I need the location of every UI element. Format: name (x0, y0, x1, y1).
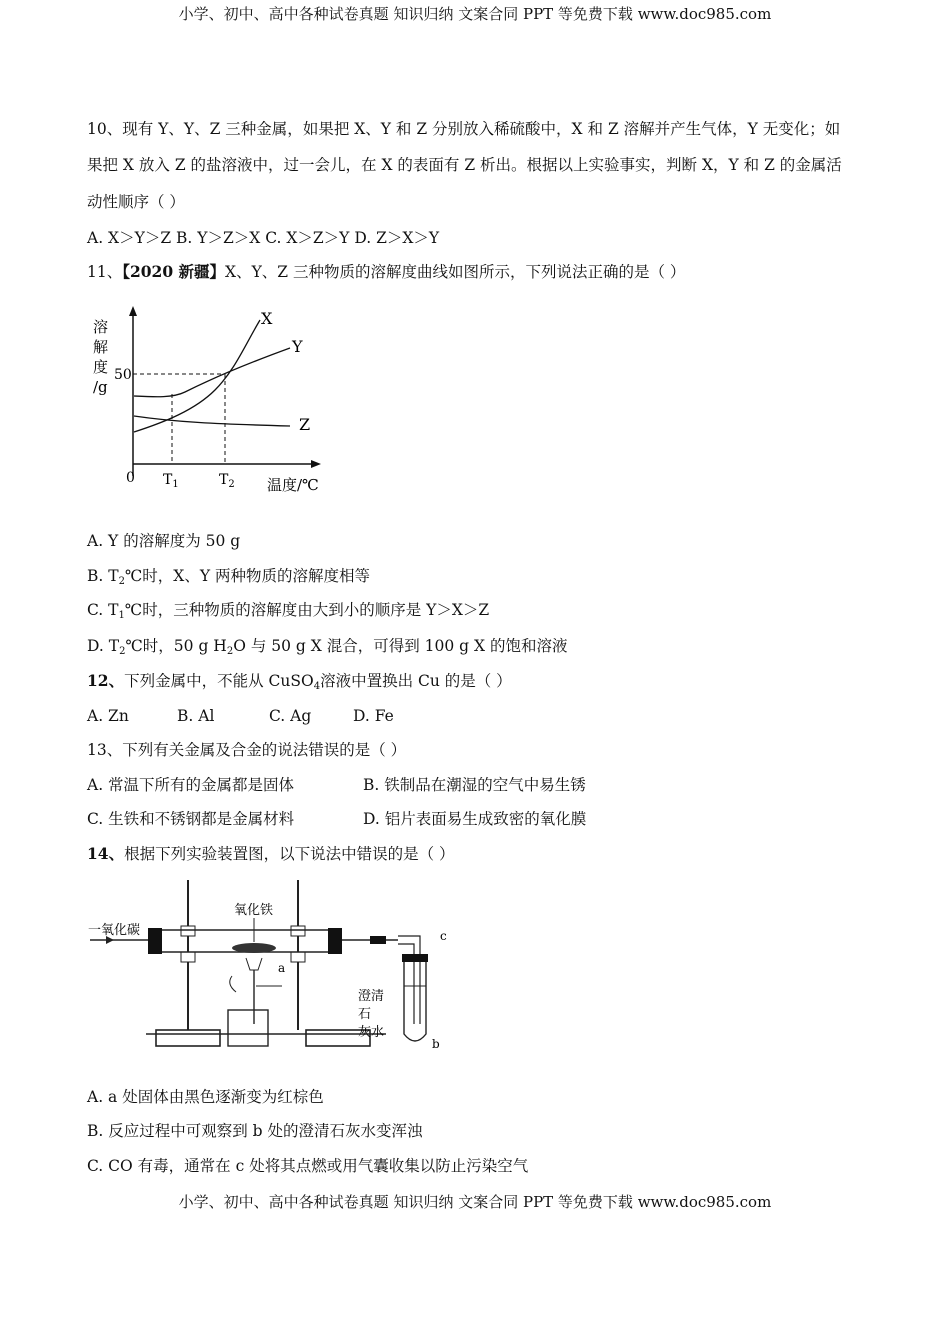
q11-source-tag: 【2020 新疆】 (122, 262, 226, 281)
solubility-graph (85, 300, 335, 500)
q14-option-b: B. 反应过程中可观察到 b 处的澄清石灰水变浑浊 (87, 1122, 423, 1140)
q10-line1: 10、现有 Y、Y、Z 三种金属，如果把 X、Y 和 Z 分别放入稀硫酸中，X 和 Z 溶解并产生气体，Y 无变化；如 (87, 120, 841, 138)
q13-options-cd (87, 809, 586, 829)
x-axis-arrow (311, 460, 321, 468)
y-label-3: 度 (93, 358, 109, 376)
q14-option-a: A. a 处固体由黑色逐渐变为红棕色 (87, 1088, 324, 1106)
tick-t2: $T_2$ (219, 472, 235, 490)
q11-stem-text: X、Y、Z 三种物质的溶解度曲线如图所示，下列说法正确的是（ ） (225, 263, 686, 281)
q10-line2: 果把 X 放入 Z 的盐溶液中，过一会儿，在 X 的表面有 Z 析出。根据以上实验事实，判断 X，Y 和 Z 的金属活 (87, 156, 842, 174)
limewater-label-1: 澄清 (358, 989, 385, 1004)
curve-z-label: Z (299, 415, 311, 434)
q11-option-b: B. $T_2℃$时，X、Y 两种物质的溶解度相等 (87, 567, 371, 587)
y-label-1: 溶 (93, 318, 109, 336)
q10-line3: 动性顺序（ ） (87, 193, 185, 211)
point-a-label: a (278, 961, 286, 975)
q13-option-a: A. 常温下所有的金属都是固体 (87, 776, 295, 794)
q13-option-d: D. 铝片表面易生成致密的氧化膜 (363, 810, 587, 828)
q13-option-c: C. 生铁和不锈钢都是金属材料 (87, 810, 295, 828)
apparatus-figure (86, 874, 456, 1056)
q12-option-c: C. Ag (269, 707, 312, 725)
q13-options-ab (87, 775, 586, 795)
q11-stem (87, 262, 685, 282)
x-label: 温度/℃ (267, 476, 319, 494)
origin-label: 0 (126, 470, 135, 486)
q14-option-c: C. CO 有毒，通常在 c 处将其点燃或用气囊收集以防止污染空气 (87, 1157, 529, 1175)
q14-stem: 14、根据下列实验装置图，以下说法中错误的是（ ） (87, 844, 455, 863)
q12-option-a: A. Zn (87, 707, 129, 725)
point-c-label: c (440, 929, 447, 943)
curve-y-label: Y (292, 337, 303, 356)
q12-option-b: B. Al (177, 707, 215, 725)
q11-number: 11、 (87, 263, 123, 281)
q13-stem: 13、下列有关金属及合金的说法错误的是（ ） (87, 741, 407, 759)
y-label-2: 解 (93, 338, 109, 356)
y-label-4: /g (93, 378, 108, 396)
co-label: 一氧化碳 (88, 923, 141, 938)
y-tick-50: 50 (114, 367, 132, 383)
q12-option-d: D. Fe (353, 707, 394, 725)
curve-y (134, 348, 290, 397)
curve-x-label: X (261, 309, 273, 328)
curve-x (134, 320, 260, 432)
point-b-label: b (432, 1037, 440, 1051)
q13-option-b: B. 铁制品在潮湿的空气中易生锈 (363, 776, 586, 794)
q11-option-a: A. Y 的溶解度为 50 g (87, 532, 241, 550)
q10-options: A. X＞Y＞Z B. Y＞Z＞X C. X＞Z＞Y D. Z＞X＞Y (87, 229, 440, 247)
y-axis-arrow (129, 306, 137, 316)
q11-option-d: D. $T_2℃$时，50 g $H_2O$ 与 50 g X 混合，可得到 100 g X 的饱和溶液 (87, 637, 568, 657)
q12-stem: 12、下列金属中，不能从 CuSO$_4$溶液中置换出 Cu 的是（ ） (87, 671, 512, 692)
q12-options (87, 706, 394, 726)
limewater-label-2: 石 (358, 1007, 372, 1022)
page-header: 小学、初中、高中各种试卷真题 知识归纳 文案合同 PPT 等免费下载 www.doc985.com (178, 5, 772, 23)
q11-option-c: C. $T_1℃$时，三种物质的溶解度由大到小的顺序是 Y＞X＞Z (87, 601, 490, 621)
limewater-label-3: 灰水 (358, 1025, 385, 1040)
page-footer: 小学、初中、高中各种试卷真题 知识归纳 文案合同 PPT 等免费下载 www.doc985.com (178, 1193, 772, 1211)
fe2o3-label: 氧化铁 (234, 903, 274, 918)
tick-t1: $T_1$ (163, 472, 179, 490)
